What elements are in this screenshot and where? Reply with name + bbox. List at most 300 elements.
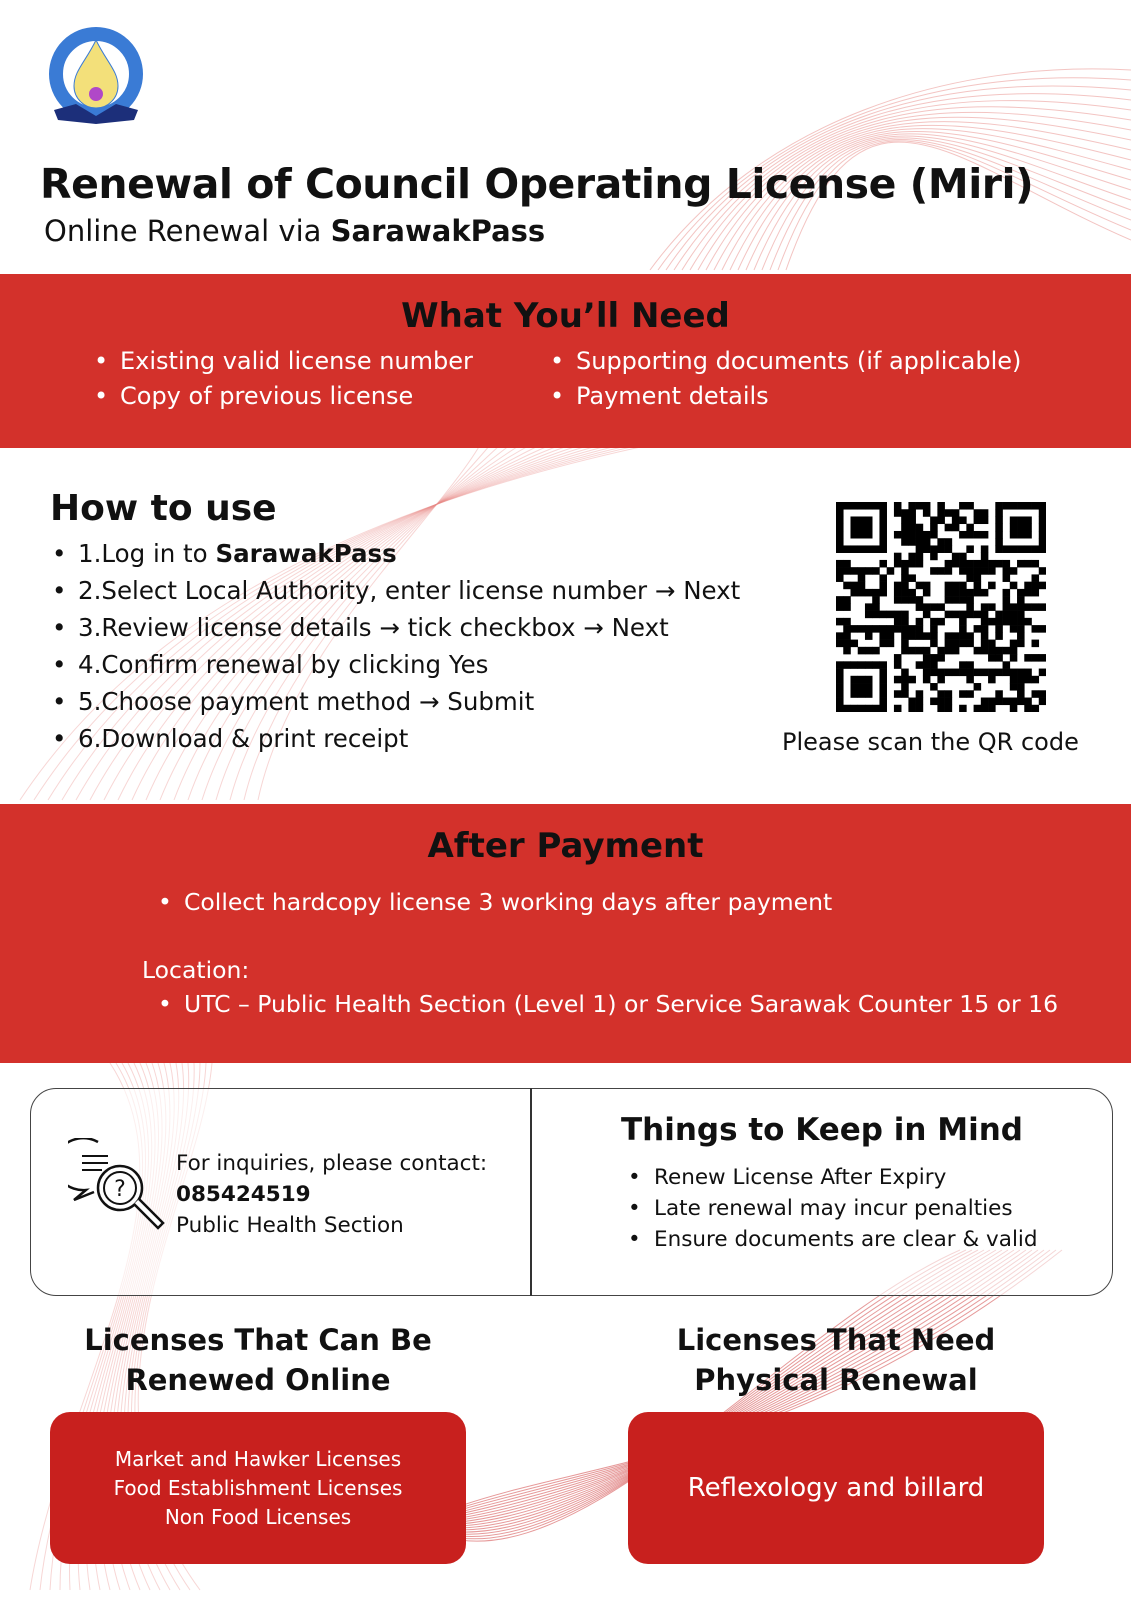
qr-module xyxy=(901,596,909,604)
qr-module xyxy=(836,538,844,546)
qr-module xyxy=(1039,502,1046,510)
qr-code[interactable] xyxy=(836,502,1046,712)
qr-module xyxy=(850,582,858,590)
qr-module xyxy=(959,705,967,712)
qr-module xyxy=(981,509,989,517)
qr-module xyxy=(959,560,967,568)
qr-module xyxy=(916,582,924,590)
qr-module xyxy=(923,538,931,546)
inquiry-magnifier-icon xyxy=(68,1138,168,1238)
council-logo xyxy=(46,26,146,130)
how-to-use-section xyxy=(50,488,740,757)
qr-module xyxy=(865,589,873,597)
qr-module xyxy=(937,669,945,677)
qr-module xyxy=(843,582,851,590)
qr-module xyxy=(981,553,989,561)
qr-module xyxy=(1010,698,1018,706)
qr-module xyxy=(995,524,1003,532)
qr-module xyxy=(894,560,902,568)
qr-module xyxy=(836,705,844,712)
qr-module xyxy=(959,596,967,604)
qr-module xyxy=(988,654,996,662)
qr-module xyxy=(981,632,989,640)
qr-module xyxy=(836,640,844,648)
qr-module xyxy=(901,647,909,655)
contact-phone[interactable]: 085424519 xyxy=(176,1182,311,1207)
qr-module xyxy=(1024,531,1032,539)
qr-module xyxy=(908,625,916,633)
qr-module xyxy=(858,625,866,633)
qr-module xyxy=(1024,676,1032,684)
section-title: After Payment xyxy=(427,826,704,866)
list-item: • Ensure documents are clear & valid xyxy=(626,1224,1112,1255)
list-item: • Payment details xyxy=(548,379,1021,414)
qr-module xyxy=(952,553,960,561)
qr-module xyxy=(1010,654,1018,662)
qr-module xyxy=(1024,698,1032,706)
qr-module xyxy=(923,531,931,539)
qr-module xyxy=(974,647,982,655)
qr-module xyxy=(901,574,909,582)
license-item: Market and Hawker Licenses xyxy=(114,1446,402,1471)
qr-module xyxy=(916,596,924,604)
qr-module xyxy=(865,516,873,524)
qr-module xyxy=(858,567,866,575)
qr-module xyxy=(901,560,909,568)
step-item xyxy=(50,646,740,683)
qr-module xyxy=(908,524,916,532)
qr-module xyxy=(908,560,916,568)
qr-module xyxy=(1024,524,1032,532)
qr-module xyxy=(981,603,989,611)
qr-module xyxy=(887,640,895,648)
qr-module xyxy=(916,647,924,655)
qr-module xyxy=(981,647,989,655)
qr-module xyxy=(1017,596,1025,604)
qr-module xyxy=(930,531,938,539)
qr-module xyxy=(850,524,858,532)
qr-module xyxy=(894,582,902,590)
qr-module xyxy=(959,625,967,633)
qr-module xyxy=(1032,690,1040,698)
qr-module xyxy=(908,705,916,712)
qr-module xyxy=(995,698,1003,706)
section-title: Things to Keep in Mind xyxy=(621,1112,1023,1148)
qr-module xyxy=(1010,567,1018,575)
qr-module xyxy=(887,567,895,575)
qr-module xyxy=(894,509,902,517)
qr-module xyxy=(836,509,844,517)
qr-module xyxy=(850,567,858,575)
qr-module xyxy=(966,690,974,698)
qr-module xyxy=(959,632,967,640)
qr-module xyxy=(959,582,967,590)
qr-module xyxy=(1003,669,1011,677)
qr-module xyxy=(1017,502,1025,510)
page-subtitle xyxy=(44,214,545,248)
qr-module xyxy=(974,560,982,568)
qr-module xyxy=(1003,661,1011,669)
qr-module xyxy=(894,625,902,633)
qr-module xyxy=(1032,560,1040,568)
qr-module xyxy=(1032,603,1040,611)
qr-module xyxy=(836,545,844,553)
qr-module xyxy=(858,690,866,698)
qr-module xyxy=(894,705,902,712)
step-item xyxy=(50,609,740,646)
qr-module xyxy=(879,502,887,510)
qr-module xyxy=(901,669,909,677)
qr-module xyxy=(966,611,974,619)
qr-module xyxy=(1032,676,1040,684)
heading-line: Licenses That Can Be xyxy=(84,1323,432,1357)
qr-module xyxy=(930,553,938,561)
qr-module xyxy=(1024,545,1032,553)
qr-module xyxy=(916,531,924,539)
qr-module xyxy=(879,690,887,698)
qr-module xyxy=(930,545,938,553)
qr-module xyxy=(923,669,931,677)
qr-module xyxy=(959,567,967,575)
qr-module xyxy=(945,596,953,604)
qr-module xyxy=(843,647,851,655)
qr-module xyxy=(1017,669,1025,677)
qr-module xyxy=(952,669,960,677)
qr-module xyxy=(966,676,974,684)
step-text: Download & print receipt xyxy=(101,724,409,753)
qr-module xyxy=(1024,669,1032,677)
license-item: Reflexology and billard xyxy=(687,1473,985,1503)
qr-module xyxy=(843,596,851,604)
qr-module xyxy=(879,589,887,597)
qr-module xyxy=(865,676,873,684)
qr-module xyxy=(843,560,851,568)
list-item: • Renew License After Expiry xyxy=(626,1162,1112,1193)
list-item: • Supporting documents (if applicable) xyxy=(548,344,1021,379)
qr-module xyxy=(930,603,938,611)
qr-module xyxy=(930,698,938,706)
qr-module xyxy=(930,632,938,640)
qr-module xyxy=(1017,516,1025,524)
qr-module xyxy=(945,567,953,575)
qr-module xyxy=(966,531,974,539)
qr-module xyxy=(858,683,866,691)
qr-module xyxy=(836,574,844,582)
qr-module xyxy=(952,582,960,590)
step-text: Choose payment method → Submit xyxy=(101,687,535,716)
qr-module xyxy=(836,669,844,677)
keep-in-mind-section xyxy=(532,1112,1112,1255)
qr-module xyxy=(1039,538,1046,546)
qr-module xyxy=(850,683,858,691)
qr-module xyxy=(1017,618,1025,626)
qr-module xyxy=(865,545,873,553)
list-item: • Existing valid license number xyxy=(92,344,473,379)
qr-module xyxy=(836,690,844,698)
qr-module xyxy=(887,625,895,633)
qr-module xyxy=(901,538,909,546)
qr-module xyxy=(901,611,909,619)
step-item xyxy=(50,683,740,720)
qr-module xyxy=(843,640,851,648)
qr-module xyxy=(1039,545,1046,553)
qr-module xyxy=(1003,589,1011,597)
qr-module xyxy=(865,705,873,712)
qr-module xyxy=(1003,567,1011,575)
step-text: Review license details → tick checkbox → Next xyxy=(101,613,669,642)
qr-module xyxy=(887,611,895,619)
qr-module xyxy=(894,589,902,597)
qr-module xyxy=(988,669,996,677)
qr-module xyxy=(916,538,924,546)
qr-module xyxy=(945,632,953,640)
qr-module xyxy=(894,654,902,662)
license-item: Food Establishment Licenses xyxy=(113,1475,403,1500)
qr-module xyxy=(872,596,880,604)
qr-module xyxy=(945,640,953,648)
qr-module xyxy=(937,509,945,517)
qr-module xyxy=(879,545,887,553)
qr-module xyxy=(901,676,909,684)
qr-module xyxy=(995,647,1003,655)
qr-module xyxy=(945,538,953,546)
qr-module xyxy=(872,625,880,633)
qr-module xyxy=(865,524,873,532)
qr-module xyxy=(1017,524,1025,532)
steps-list xyxy=(50,535,740,757)
qr-module xyxy=(1010,676,1018,684)
qr-module xyxy=(858,661,866,669)
qr-module xyxy=(879,516,887,524)
qr-module xyxy=(865,632,873,640)
qr-module xyxy=(952,560,960,568)
qr-module xyxy=(988,582,996,590)
qr-module xyxy=(988,698,996,706)
qr-module xyxy=(981,640,989,648)
qr-module xyxy=(872,647,880,655)
qr-module xyxy=(1003,603,1011,611)
qr-module xyxy=(981,618,989,626)
qr-module xyxy=(995,516,1003,524)
qr-module xyxy=(981,531,989,539)
physical-licenses-box xyxy=(628,1412,1044,1564)
qr-module xyxy=(901,690,909,698)
qr-module xyxy=(879,669,887,677)
qr-module xyxy=(1024,516,1032,524)
qr-module xyxy=(945,647,953,655)
qr-module xyxy=(879,538,887,546)
qr-module xyxy=(923,632,931,640)
keep-list xyxy=(626,1162,1112,1255)
qr-module xyxy=(872,589,880,597)
qr-module xyxy=(879,611,887,619)
contact-info xyxy=(176,1148,487,1241)
heading-line: Licenses That Need xyxy=(676,1323,996,1357)
step-item xyxy=(50,720,740,757)
qr-module xyxy=(988,560,996,568)
qr-module xyxy=(879,661,887,669)
qr-module xyxy=(901,582,909,590)
qr-module xyxy=(865,647,873,655)
qr-module xyxy=(995,632,1003,640)
qr-module xyxy=(1032,589,1040,597)
after-payment-section xyxy=(0,804,1131,1063)
qr-module xyxy=(858,524,866,532)
qr-module xyxy=(916,632,924,640)
qr-module xyxy=(1010,647,1018,655)
qr-module xyxy=(1032,705,1040,712)
qr-module xyxy=(1032,545,1040,553)
qr-module xyxy=(959,618,967,626)
qr-module xyxy=(974,611,982,619)
qr-module xyxy=(872,545,880,553)
qr-module xyxy=(865,690,873,698)
qr-module xyxy=(966,545,974,553)
qr-module xyxy=(858,574,866,582)
step-text: Select Local Authority, enter license number → Next xyxy=(101,576,741,605)
qr-module xyxy=(966,589,974,597)
qr-module xyxy=(959,640,967,648)
qr-module xyxy=(850,589,858,597)
qr-module xyxy=(1010,531,1018,539)
qr-module xyxy=(836,596,844,604)
qr-module xyxy=(937,647,945,655)
qr-module xyxy=(981,545,989,553)
qr-module xyxy=(966,567,974,575)
qr-module xyxy=(959,553,967,561)
what-you-need-section xyxy=(0,274,1131,448)
qr-module xyxy=(916,661,924,669)
qr-module xyxy=(981,567,989,575)
qr-module xyxy=(981,625,989,633)
qr-module xyxy=(923,589,931,597)
qr-module xyxy=(894,690,902,698)
qr-module xyxy=(858,531,866,539)
qr-module xyxy=(1039,567,1046,575)
step-text: Log in to xyxy=(101,539,216,568)
qr-module xyxy=(959,669,967,677)
qr-module xyxy=(974,509,982,517)
qr-module xyxy=(952,596,960,604)
qr-module xyxy=(945,669,953,677)
qr-module xyxy=(937,676,945,684)
qr-module xyxy=(923,603,931,611)
qr-module xyxy=(850,690,858,698)
qr-module xyxy=(908,698,916,706)
qr-module xyxy=(858,516,866,524)
location-list xyxy=(156,990,1058,1018)
qr-module xyxy=(1003,618,1011,626)
qr-module xyxy=(995,560,1003,568)
qr-module xyxy=(930,567,938,575)
qr-module xyxy=(952,640,960,648)
qr-module xyxy=(959,661,967,669)
contact-department: Public Health Section xyxy=(176,1213,404,1238)
qr-module xyxy=(930,524,938,532)
qr-module xyxy=(966,560,974,568)
step-number: 3. xyxy=(78,613,102,642)
qr-module xyxy=(945,582,953,590)
qr-module xyxy=(858,545,866,553)
qr-module xyxy=(974,683,982,691)
qr-module xyxy=(988,618,996,626)
page-title: Renewal of Council Operating License (Miri) xyxy=(40,160,1034,208)
qr-module xyxy=(894,618,902,626)
qr-module xyxy=(974,625,982,633)
qr-module xyxy=(1003,596,1011,604)
qr-module xyxy=(908,596,916,604)
subtitle-text: Online Renewal via xyxy=(44,214,331,248)
qr-module xyxy=(966,669,974,677)
qr-module xyxy=(858,676,866,684)
qr-module xyxy=(865,603,873,611)
qr-module xyxy=(858,705,866,712)
qr-module xyxy=(952,611,960,619)
qr-module xyxy=(1003,560,1011,568)
after-list xyxy=(156,888,832,916)
need-list-left xyxy=(92,344,473,414)
qr-module xyxy=(974,516,982,524)
qr-module xyxy=(865,683,873,691)
qr-module xyxy=(945,690,953,698)
qr-module xyxy=(974,705,982,712)
qr-module xyxy=(923,611,931,619)
qr-module xyxy=(930,669,938,677)
qr-module xyxy=(916,625,924,633)
contact-label: For inquiries, please contact: xyxy=(176,1151,488,1176)
qr-module xyxy=(1039,582,1046,590)
qr-module xyxy=(923,545,931,553)
qr-module xyxy=(1039,516,1046,524)
qr-module xyxy=(1017,531,1025,539)
qr-module xyxy=(894,502,902,510)
qr-module xyxy=(850,502,858,510)
qr-module xyxy=(966,574,974,582)
qr-module xyxy=(850,705,858,712)
qr-module xyxy=(981,560,989,568)
qr-module xyxy=(850,531,858,539)
qr-module xyxy=(850,516,858,524)
qr-module xyxy=(836,524,844,532)
qr-module xyxy=(916,698,924,706)
qr-module xyxy=(959,589,967,597)
qr-module xyxy=(974,574,982,582)
qr-module xyxy=(1039,669,1046,677)
section-title: How to use xyxy=(50,488,277,529)
qr-module xyxy=(988,647,996,655)
qr-module xyxy=(952,509,960,517)
qr-module xyxy=(995,531,1003,539)
qr-module xyxy=(916,524,924,532)
qr-module xyxy=(894,596,902,604)
qr-module xyxy=(923,676,931,684)
qr-module xyxy=(923,647,931,655)
qr-module xyxy=(1010,625,1018,633)
qr-module xyxy=(879,509,887,517)
qr-module xyxy=(930,654,938,662)
qr-module xyxy=(908,589,916,597)
qr-module xyxy=(916,618,924,626)
qr-module xyxy=(1010,502,1018,510)
qr-module xyxy=(1010,603,1018,611)
qr-module xyxy=(901,625,909,633)
qr-module xyxy=(858,502,866,510)
qr-module xyxy=(923,582,931,590)
qr-module xyxy=(879,625,887,633)
qr-module xyxy=(872,661,880,669)
qr-module xyxy=(1024,560,1032,568)
qr-module xyxy=(930,683,938,691)
